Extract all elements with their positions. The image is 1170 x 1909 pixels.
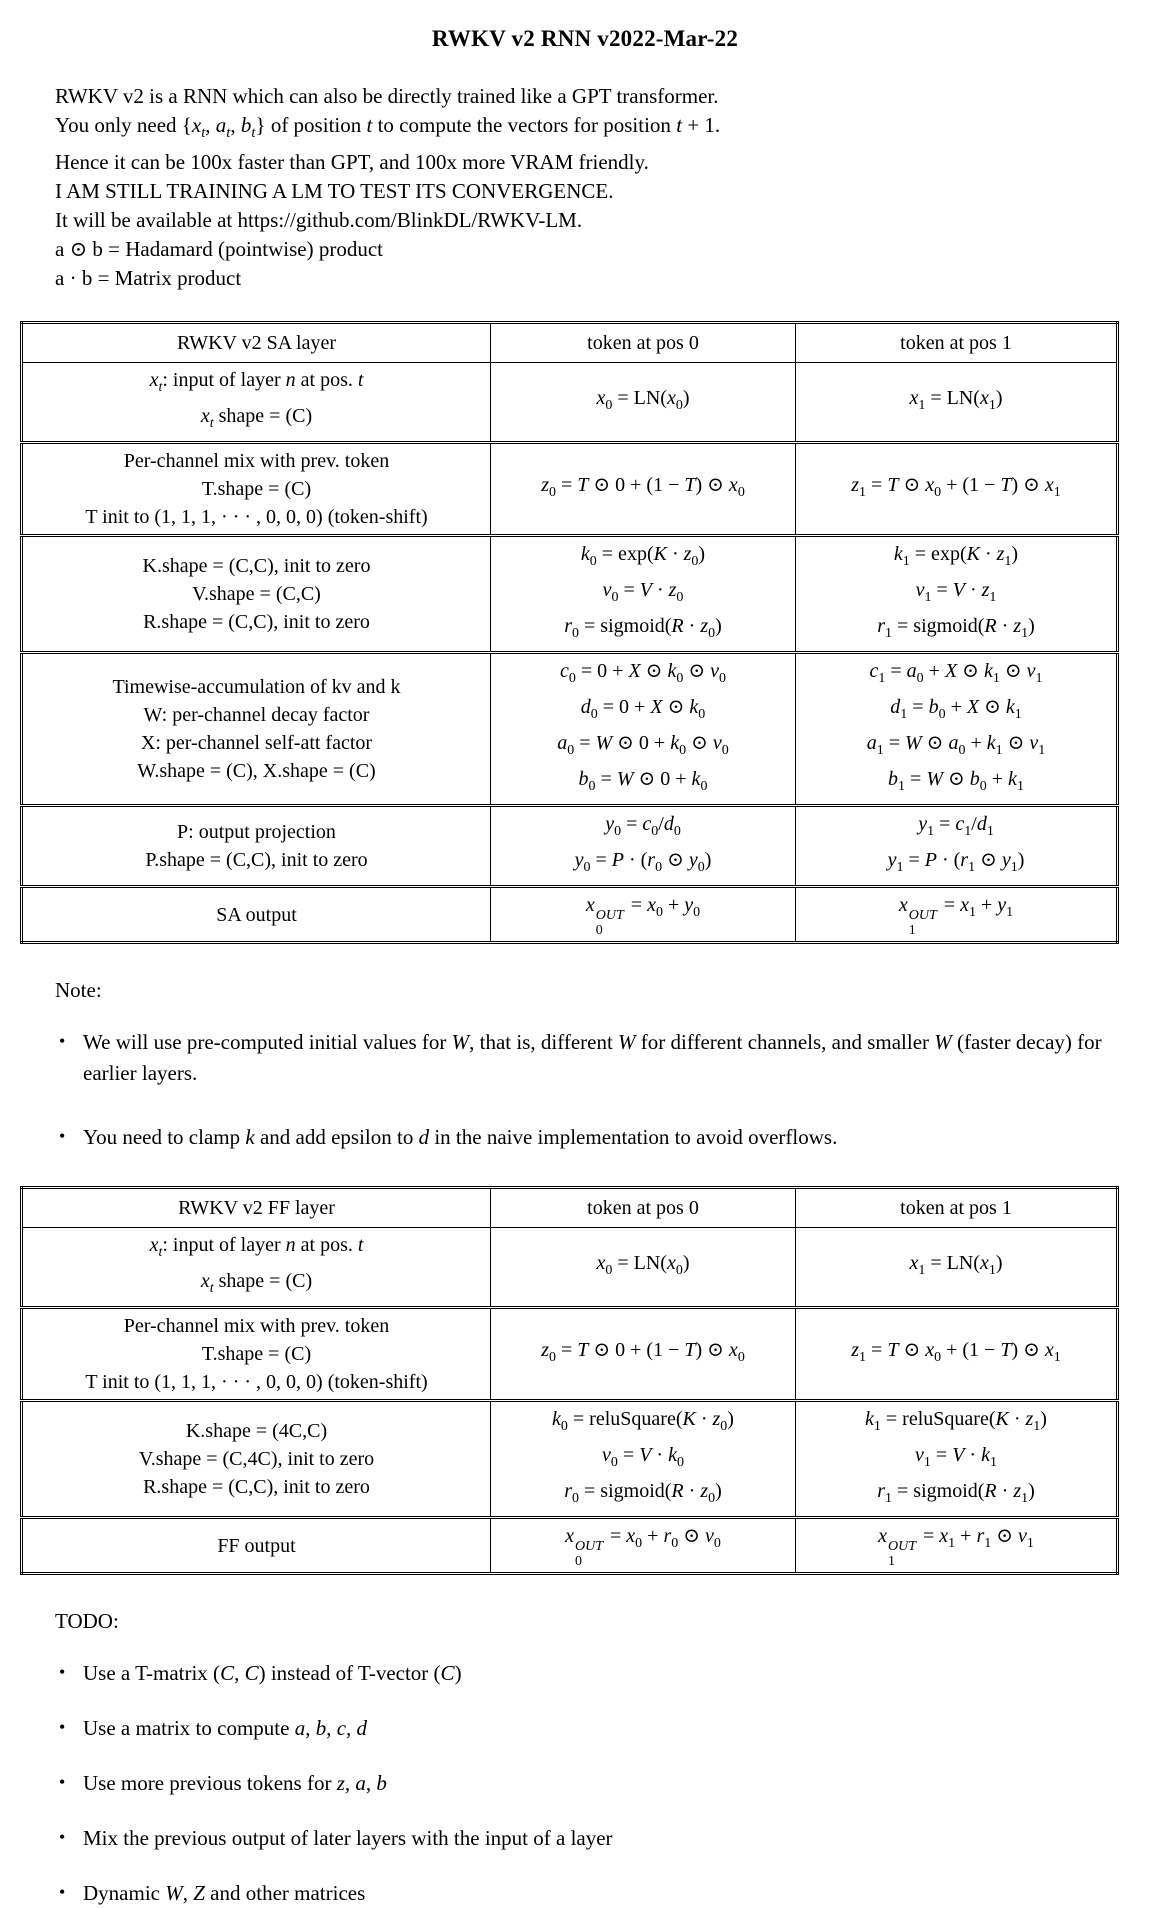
repo-url: It will be available at https://github.com/BlinkDL/RWKV-LM. — [55, 208, 583, 233]
todo-bullet-list — [55, 1658, 1150, 1909]
formula-cell: $z_1 = T$ ⊙ $x_0 + (1 - T)$ ⊙ $x_1$ — [796, 443, 1118, 536]
label-cell: SA output — [22, 887, 491, 943]
note-heading: Note: — [55, 978, 102, 1003]
formula-cell: $x_1 = LN(x_1)$ — [796, 1228, 1118, 1308]
intro-line: RWKV v2 is a RNN which can also be directly trained like a GPT transformer. — [55, 84, 719, 108]
label-cell: Per-channel mix with prev. token T.shape = (C) T init to (1, 1, 1, · · · , 0, 0, 0) (token-shift) — [22, 1308, 491, 1401]
label-cell: Per-channel mix with prev. token T.shape = (C) T init to (1, 1, 1, · · · , 0, 0, 0) (token-shift) — [22, 443, 491, 536]
table-row — [22, 653, 1118, 806]
formula-cell: $x_0 = LN(x_0)$ — [491, 1228, 796, 1308]
table-header-row — [22, 323, 1118, 363]
label-cell: $x_t$: input of layer n at pos. t $x_t$ shape = (C) — [22, 1228, 491, 1308]
todo-bullet: • Use more previous tokens for z, a, b — [55, 1768, 1150, 1799]
sa-header-pos0: token at pos 0 — [491, 323, 796, 363]
formula-cell: $k_0$ = reluSquare(K · $z_0$) $v_0 = V \cdot k_0$ $r_0$ = sigmoid(R · $z_0$) — [491, 1401, 796, 1518]
sa-header-layer: RWKV v2 SA layer — [22, 323, 491, 363]
label-cell: $x_t$: input of layer n at pos. t $x_t$ shape = (C) — [22, 363, 491, 443]
table-row — [22, 1228, 1118, 1308]
ff-layer-table — [20, 1186, 1119, 1575]
todo-bullet: • Dynamic W, Z and other matrices — [55, 1878, 1150, 1909]
formula-cell: x OUT 0 = $x_0 + y_0$ — [491, 887, 796, 943]
table-row — [22, 443, 1118, 536]
formula-cell: $k_1 = \exp(K \cdot z_1)$ $v_1 = V \cdot z_1$ $r_1$ = sigmoid(R · $z_1$) — [796, 536, 1118, 653]
formula-cell: $y_1 = c_1/d_1$ $y_1 = P \cdot (r_1$ ⊙ $y_1$) — [796, 806, 1118, 887]
sa-header-pos1: token at pos 1 — [796, 323, 1118, 363]
todo-section — [20, 1609, 1150, 1909]
sa-layer-table — [20, 321, 1119, 944]
note-bullet: • You need to clamp k and add epsilon to d in the naive implementation to avoid overflows. — [55, 1122, 1150, 1153]
label-cell: P: output projection P.shape = (C,C), init to zero — [22, 806, 491, 887]
formula-cell: x OUT 1 = $x_1 + y_1$ — [796, 887, 1118, 943]
ff-header-pos0: token at pos 0 — [491, 1188, 796, 1228]
matrix-product-definition: a · b = Matrix product — [55, 266, 242, 291]
note-section — [20, 978, 1150, 1153]
formula-cell: $x_0 = LN(x_0)$ — [491, 363, 796, 443]
label-cell: K.shape = (C,C), init to zero V.shape = (C,C) R.shape = (C,C), init to zero — [22, 536, 491, 653]
table-header-row — [22, 1188, 1118, 1228]
label-cell: FF output — [22, 1518, 491, 1574]
note-bullet-list — [55, 1027, 1150, 1153]
todo-bullet: • Mix the previous output of later layers with the input of a layer — [55, 1823, 1150, 1854]
ff-header-pos1: token at pos 1 — [796, 1188, 1118, 1228]
note-bullet: • We will use pre-computed initial values for W, that is, different W for different channels, and smaller W (faster decay) for earlier layers. — [55, 1027, 1150, 1089]
intro-line: Hence it can be 100x faster than GPT, and 100x more VRAM friendly. — [55, 150, 649, 175]
formula-cell: $z_0 = T$ ⊙ 0 + (1 − T) ⊙ $x_0$ — [491, 1308, 796, 1401]
todo-heading: TODO: — [55, 1609, 119, 1634]
formula-cell: $k_1$ = reluSquare(K · $z_1$) $v_1 = V \cdot k_1$ $r_1$ = sigmoid(R · $z_1$) — [796, 1401, 1118, 1518]
intro-line: You only need {$x_t$, $a_t$, $b_t$} of position t to compute the vectors for position t + 1. — [55, 113, 721, 142]
table-row — [22, 1401, 1118, 1518]
intro-line: I AM STILL TRAINING A LM TO TEST ITS CONVERGENCE. — [55, 179, 614, 204]
table-row — [22, 363, 1118, 443]
page-title: RWKV v2 RNN v2022-Mar-22 — [431, 26, 739, 51]
label-cell: Timewise-accumulation of kv and k W: per-channel decay factor X: per-channel self-att factor W.shape = (C), X.shape = (C) — [22, 653, 491, 806]
formula-cell: $k_0 = \exp(K \cdot z_0)$ $v_0 = V \cdot z_0$ $r_0$ = sigmoid(R · $z_0$) — [491, 536, 796, 653]
todo-bullet: • Use a matrix to compute a, b, c, d — [55, 1713, 1150, 1744]
formula-cell: $y_0 = c_0/d_0$ $y_0 = P \cdot (r_0$ ⊙ $y_0$) — [491, 806, 796, 887]
table-row — [22, 1518, 1118, 1574]
formula-cell: $x_1 = LN(x_1)$ — [796, 363, 1118, 443]
ff-header-layer: RWKV v2 FF layer — [22, 1188, 491, 1228]
intro-paragraph — [55, 82, 1150, 293]
formula-cell: x OUT 0 = $x_0 + r_0$ ⊙ $v_0$ — [491, 1518, 796, 1574]
label-cell: K.shape = (4C,C) V.shape = (C,4C), init to zero R.shape = (C,C), init to zero — [22, 1401, 491, 1518]
table-row — [22, 536, 1118, 653]
formula-cell: x OUT 1 = $x_1 + r_1$ ⊙ $v_1$ — [796, 1518, 1118, 1574]
formula-cell: $z_1 = T$ ⊙ $x_0 + (1 - T)$ ⊙ $x_1$ — [796, 1308, 1118, 1401]
hadamard-definition: a ⊙ b = Hadamard (pointwise) product — [55, 237, 384, 262]
table-row — [22, 806, 1118, 887]
table-row — [22, 1308, 1118, 1401]
todo-bullet: • Use a T-matrix (C, C) instead of T-vector (C) — [55, 1658, 1150, 1689]
formula-cell: $c_0 = 0 + X$ ⊙ $k_0$ ⊙ $v_0$ $d_0 = 0 + X$ ⊙ $k_0$ $a_0 = W$ ⊙ $0 + k_0$ ⊙ $v_0$ $b_0 = W$ ⊙ $0 + k_0$ — [491, 653, 796, 806]
formula-cell: $c_1 = a_0 + X$ ⊙ $k_1$ ⊙ $v_1$ $d_1 = b_0 + X$ ⊙ $k_1$ $a_1 = W$ ⊙ $a_0 + k_1$ ⊙ $v_1$ $b_1 = W$ ⊙ $b_0 + k_1$ — [796, 653, 1118, 806]
table-row — [22, 887, 1118, 943]
formula-cell: $z_0 = T$ ⊙ 0 + (1 − T) ⊙ $x_0$ — [491, 443, 796, 536]
